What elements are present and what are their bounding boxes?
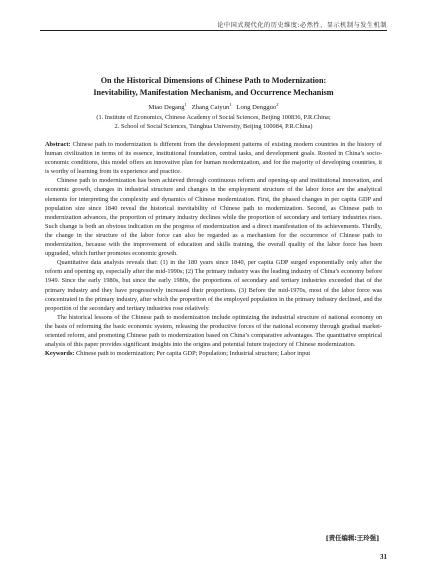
keywords-paragraph: Keywords: Chinese path to modernization; Per capita GDP; Population; Industrial structure; Labor input [45, 350, 311, 358]
abstract-label: Abstract: [45, 141, 71, 148]
body-paragraph-1: Chinese path to modernization has been achieved through continuous reform and opening-up and institutional innovation, and economic growth, changes in industrial structure and changes in the employment structure of the labor force are the analytical elements for interpreting the complexity and dynamics of Chinese modernization. First, the phased changes in per capita GDP and population size since 1840 reveal the historical inevitability of Chinese path to modernization. Second, as Chinese path to modernization advances, the proportion of primary industry declines while the proportion of secondary and tertiary industries rises. Such change is both an obvious indication on the progress of modernization and a direct manifestation of its achievements. Thirdly, the change in the structure of the labor force can also be regarded as a mechanism for the occurrence of Chinese path to modernization, because with the improvement of education and skills training, the overall quality of the labor force has been upgraded, which further promotes economic growth. [45, 177, 382, 258]
author-2: Zhang Caiyun$^1$ [191, 102, 232, 112]
page-number: 31 [380, 553, 387, 561]
abstract-paragraph: Abstract: Chinese path to modernization is different from the development patterns of existing modern countries in the history of human civilization in terms of its essence, institutional foundation, central tasks, and development goals. Rooted in China’s socio-economic conditions, this model offers an innovative plan for human modernization, and for the majority of developing countries, it is worthy of learning from its experience and practice. [45, 141, 382, 176]
author-1: Miao Degang$^1$ [148, 102, 187, 112]
body-paragraph-2: Quantitative data analysis reveals that: (1) in the 180 years since 1840, per capita GDP surged exponentially only after the reform and opening up, especially after the mid-1990s; (2) The primary industry was the leading industry of China’s economy before 1949. Since the early 1980s, but since the early 1980s, the proportions of secondary and tertiary industries exceeded that of the primary industry and they have progressively increased their proportions. (3) Before the mid-1970s, most of the labor force was concentrated in the primary industry, after which the proportion of the employed population in the primary industry declined, and the proportion of the secondary and tertiary industries rose relatively. [45, 259, 382, 312]
paper-title [40, 75, 387, 99]
abstract-body [45, 140, 382, 358]
title-line-2: Inevitability, Manifestation Mechanism, and Occurrence Mechanism [93, 88, 334, 97]
title-line-1: On the Historical Dimensions of Chinese Path to Modernization: [100, 76, 327, 85]
author-3: Long Dengguo$^2$ [236, 102, 279, 112]
keywords-label: Keywords: [45, 350, 75, 358]
author-list [40, 102, 387, 111]
body-paragraph-3: The historical lessons of the Chinese path to modernization include optimizing the industrial structure of national economy on the basis of reforming the basic economic system, releasing the productive forces of the national economy through gradual market-oriented reform, and promoting Chinese path to modernization based on China’s comparative advantages. The quantitative empirical analysis of this paper provides significant insights into the origins and potential future trajectory of Chinese modernization. [45, 313, 382, 349]
affiliations [40, 113, 387, 131]
affiliation-2: 2. School of Social Sciences, Tsinghua University, Beijing 100084, P.R.China) [114, 123, 313, 130]
header-rule [40, 30, 387, 31]
affiliation-1: (1. Institute of Economics, Chinese Academy of Social Sciences, Beijing 100836, P.R.China; [96, 114, 331, 121]
responsible-editor: [责任编辑:王玲强] [325, 534, 379, 542]
running-header: 论中国式现代化的历史维度:必然性、显示机制与发生机制 [217, 22, 387, 29]
